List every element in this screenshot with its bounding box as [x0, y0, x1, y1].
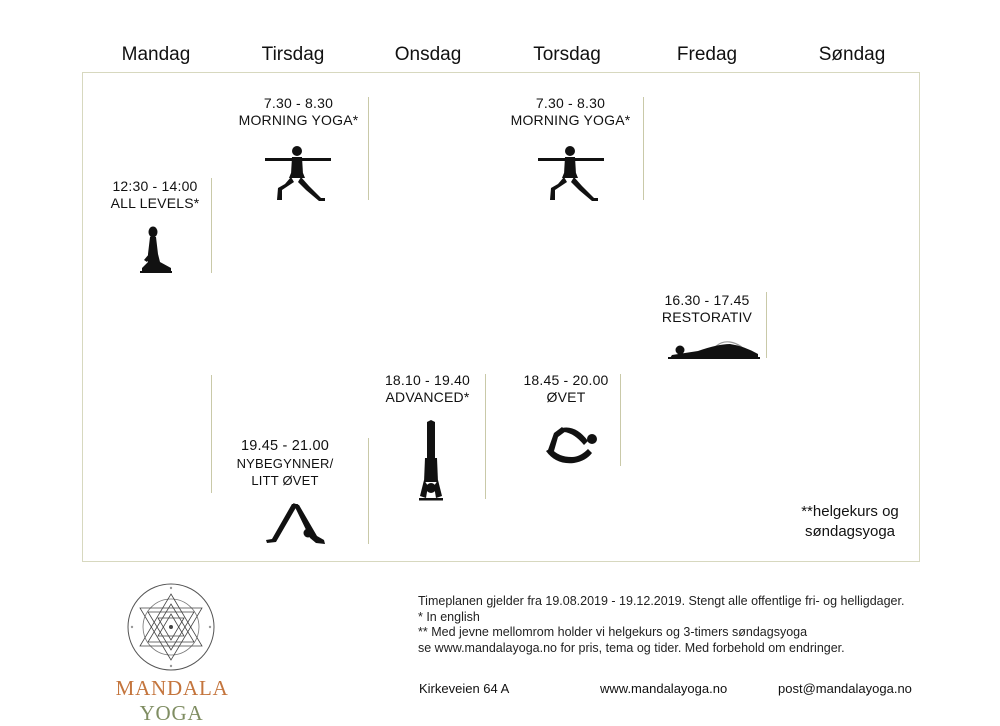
day-header-mandag: Mandag: [121, 44, 191, 65]
sunday-note: [770, 502, 930, 542]
class-time: 16.30 - 17.45: [664, 292, 750, 308]
divider-line: [766, 292, 767, 358]
class-fri-restorativ: [648, 292, 766, 326]
downward-dog-icon: [262, 500, 330, 546]
brand-word-yoga: YOGA: [139, 701, 204, 725]
class-name: MORNING YOGA*: [238, 112, 359, 128]
note-line: Timeplanen gjelder fra 19.08.2019 - 19.12.2019. Stengt alle offentlige fri- og helligdager.: [418, 594, 905, 608]
footer-address: Kirkeveien 64 A: [419, 681, 510, 696]
divider-line: [211, 375, 212, 493]
day-header-tirsdag: Tirsdag: [261, 44, 325, 65]
bow-pose-icon: [542, 423, 604, 467]
sunday-note-line2: søndagsyoga: [804, 523, 896, 540]
class-name: MORNING YOGA*: [510, 112, 631, 128]
class-name-line2: LITT ØVET: [251, 473, 319, 488]
reclined-pose-icon: [668, 338, 760, 360]
class-thu-ovet: [510, 372, 622, 406]
class-name: RESTORATIV: [661, 309, 753, 325]
schedule-notes: [418, 594, 938, 656]
note-line: se www.mandalayoga.no for pris, tema og tider. Med forbehold om endringer.: [418, 640, 845, 655]
warrior-pose-icon: [263, 144, 333, 202]
headstand-icon: [416, 420, 446, 502]
seated-meditation-icon: [138, 224, 174, 274]
class-name-line1: NYBEGYNNER/: [236, 456, 334, 471]
class-name: ØVET: [546, 389, 586, 405]
brand-wordmark: [84, 676, 259, 726]
class-time: 12:30 - 14:00: [112, 178, 198, 194]
day-header-torsdag: Torsdag: [533, 44, 601, 65]
day-header-sondag: Søndag: [818, 44, 886, 65]
warrior-pose-icon: [536, 144, 606, 202]
footer-email[interactable]: post@mandalayoga.no: [778, 681, 912, 696]
class-name: ALL LEVELS*: [110, 195, 200, 211]
class-name: ADVANCED*: [385, 389, 470, 405]
sri-yantra-mandala-icon: [126, 582, 216, 672]
footer-website[interactable]: www.mandalayoga.no: [600, 681, 728, 696]
class-time: 18.10 - 19.40: [384, 372, 471, 388]
class-mon-all-levels: [95, 178, 215, 212]
class-time: 18.45 - 20.00: [523, 372, 609, 388]
divider-line: [485, 374, 486, 499]
class-wed-advanced: [370, 372, 485, 406]
schedule-frame: [82, 72, 920, 562]
note-line: * In english: [418, 609, 480, 624]
brand-word-mandala: MANDALA: [115, 676, 228, 700]
day-header-onsdag: Onsdag: [394, 44, 462, 65]
class-tue-nybegynner: [225, 438, 345, 489]
note-line: ** Med jevne mellomrom holder vi helgekurs og 3-timers søndagsyoga: [418, 625, 808, 640]
sunday-note-line1: **helgekurs og: [801, 503, 899, 520]
class-time: 19.45 - 21.00: [240, 438, 330, 454]
day-header-fredag: Fredag: [676, 44, 738, 65]
class-time: 7.30 - 8.30: [263, 95, 334, 111]
class-time: 7.30 - 8.30: [535, 95, 606, 111]
class-thu-morning: [488, 95, 653, 129]
class-tue-morning: [216, 95, 381, 129]
divider-line: [368, 438, 369, 544]
